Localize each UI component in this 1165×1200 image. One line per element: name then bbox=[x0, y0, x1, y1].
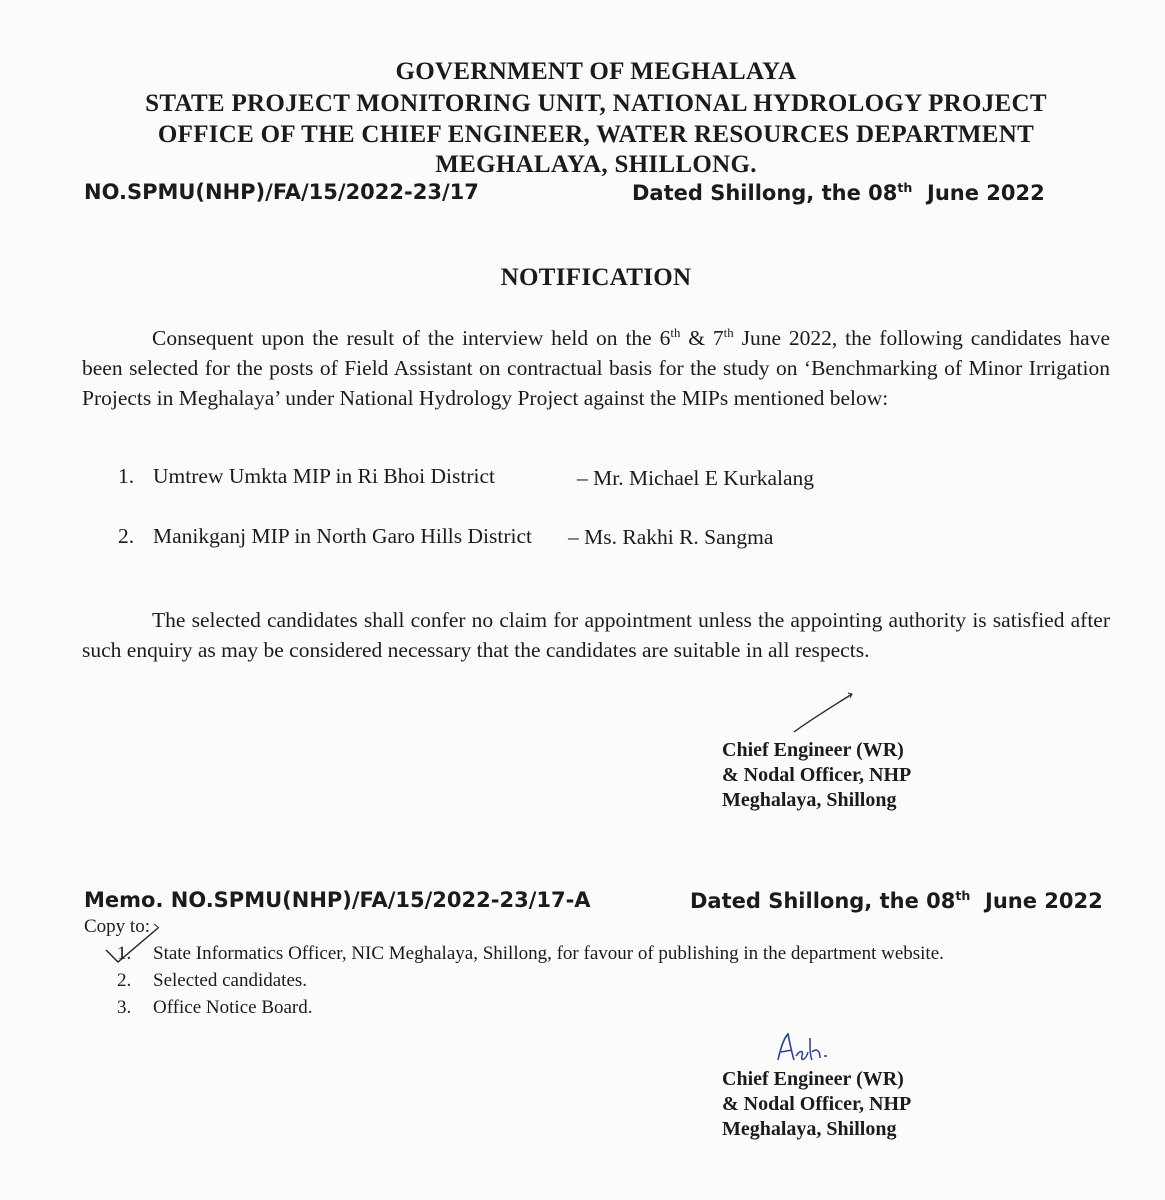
signature-stroke-1 bbox=[790, 690, 860, 735]
signature2-block bbox=[722, 1067, 911, 1142]
reference-date-sup: th bbox=[897, 180, 913, 195]
copy-item-1-text: State Informatics Officer, NIC Meghalaya, Shillong, for favour of publishing in the department website. bbox=[153, 943, 944, 964]
reference-date-suffix: June 2022 bbox=[927, 181, 1045, 205]
signature1-title: Chief Engineer (WR) bbox=[722, 739, 904, 761]
memo-number: Memo. NO.SPMU(NHP)/FA/15/2022-23/17-A bbox=[84, 888, 591, 912]
signature2-role: & Nodal Officer, NHP bbox=[722, 1093, 912, 1115]
list-item-1-candidate: – Mr. Michael E Kurkalang bbox=[577, 466, 815, 490]
list-item-1-number: 1. bbox=[118, 464, 135, 488]
list-item-2-project: Manikganj MIP in North Garo Hills District bbox=[153, 524, 533, 548]
copy-to-label: Copy to: bbox=[84, 916, 150, 937]
copy-item-3-number: 3. bbox=[117, 997, 132, 1018]
signature1-block bbox=[722, 738, 911, 813]
para1-sup2: th bbox=[723, 326, 734, 340]
memo-date bbox=[690, 888, 1103, 913]
paragraph-intro bbox=[82, 318, 1110, 413]
para1-part-c: June 2022, the following candidates have been selected for the posts of Field Assistant on contractual basis for the study on ‘Benchmarking of Minor Irrigation Projects in Meghalaya’ under National Hydrology Project against the MIPs mentioned below: bbox=[82, 326, 1111, 411]
signature2-location: Meghalaya, Shillong bbox=[722, 1118, 897, 1140]
list-item-2-candidate: – Ms. Rakhi R. Sangma bbox=[568, 525, 774, 549]
para1-sup1: th bbox=[670, 326, 681, 340]
copy-item-2-text: Selected candidates. bbox=[153, 970, 308, 991]
initial-signature bbox=[772, 1030, 842, 1070]
para1-part-b: & 7 bbox=[680, 326, 724, 351]
memo-date-suffix: June 2022 bbox=[985, 889, 1103, 913]
para1-part-a: Consequent upon the result of the interview held on the 6 bbox=[152, 326, 671, 351]
copy-item-1-number: 1. bbox=[117, 943, 132, 964]
signature1-role: & Nodal Officer, NHP bbox=[722, 764, 912, 786]
memo-date-sup: th bbox=[955, 888, 971, 903]
copy-item-2-number: 2. bbox=[117, 970, 132, 991]
header-office: OFFICE OF THE CHIEF ENGINEER, WATER RESOURCES DEPARTMENT bbox=[157, 121, 1035, 148]
reference-number: NO.SPMU(NHP)/FA/15/2022-23/17 bbox=[84, 180, 479, 204]
reference-date-prefix: Dated Shillong, the 08 bbox=[632, 181, 898, 205]
list-item-1-project: Umtrew Umkta MIP in Ri Bhoi District bbox=[153, 464, 495, 488]
signature1-location: Meghalaya, Shillong bbox=[722, 789, 897, 811]
copy-item-3-text: Office Notice Board. bbox=[153, 997, 313, 1018]
header-location: MEGHALAYA, SHILLONG. bbox=[435, 151, 757, 178]
notification-title: NOTIFICATION bbox=[500, 264, 692, 291]
header-spmu: STATE PROJECT MONITORING UNIT, NATIONAL HYDROLOGY PROJECT bbox=[145, 90, 1047, 117]
reference-date bbox=[632, 180, 1045, 205]
list-item-2-number: 2. bbox=[118, 524, 135, 548]
header-government: GOVERNMENT OF MEGHALAYA bbox=[395, 58, 797, 85]
memo-date-prefix: Dated Shillong, the 08 bbox=[690, 889, 956, 913]
paragraph-conditions: The selected candidates shall confer no claim for appointment unless the appointing authority is satisfied after such enquiry as may be considered necessary that the candidates are suitable in all respects. bbox=[82, 608, 1110, 662]
tick-mark bbox=[104, 922, 164, 966]
signature2-title: Chief Engineer (WR) bbox=[722, 1068, 904, 1090]
